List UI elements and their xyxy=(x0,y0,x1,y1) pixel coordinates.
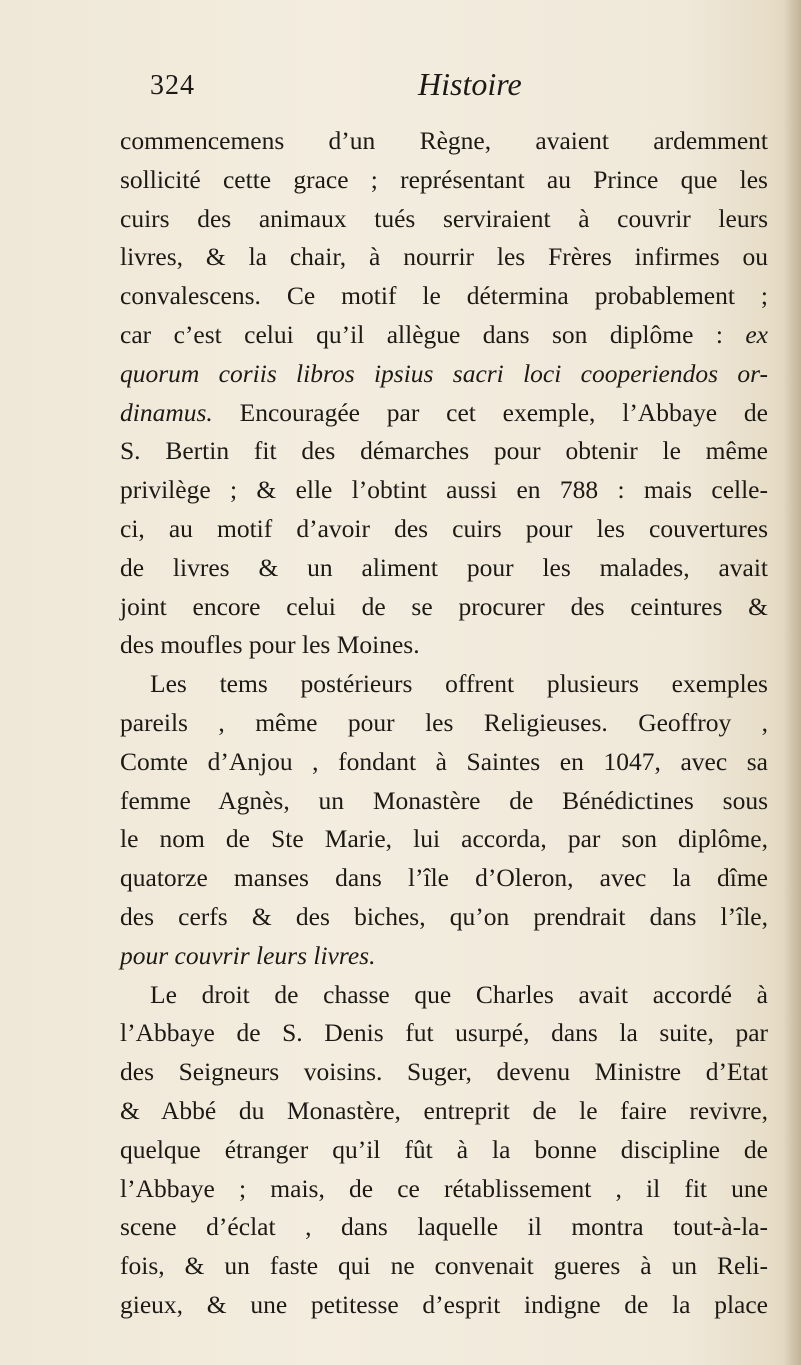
text-line: scene d’éclat , dans laquelle il montra tout-à-la- xyxy=(120,1212,768,1242)
paragraph-start-line: Les tems postérieurs offrent plusieurs exemples xyxy=(150,669,768,699)
text-line: l’Abbaye ; mais, de ce rétablissement , il fit une xyxy=(120,1173,768,1203)
latin-quote-line: quorum coriis libros ipsius sacri loci cooperiendos or- xyxy=(120,358,768,388)
text-segment: car c’est celui qu’il allègue dans son diplôme : xyxy=(120,319,723,349)
text-line xyxy=(120,316,768,355)
text-line: des Seigneurs voisins. Suger, devenu Ministre d’Etat xyxy=(120,1057,768,1087)
page-number: 324 xyxy=(150,70,195,101)
text-line: privilège ; & elle l’obtint aussi en 788 : mais celle- xyxy=(120,475,768,505)
text-line: joint encore celui de se procurer des ceintures & xyxy=(120,591,768,621)
text-line: femme Agnès, un Monastère de Bénédictines sous xyxy=(120,785,768,815)
text-line: l’Abbaye de S. Denis fut usurpé, dans la suite, par xyxy=(120,1018,768,1048)
page-edge-shadow xyxy=(783,0,801,1365)
text-line: Comte d’Anjou , fondant à Saintes en 1047, avec sa xyxy=(120,746,768,776)
running-title: Histoire xyxy=(418,66,522,102)
text-line: gieux, & une petitesse d’esprit indigne de la place xyxy=(120,1289,768,1319)
paragraph-end-line: pour couvrir leurs livres. xyxy=(120,940,376,970)
text-line xyxy=(120,394,768,433)
page-header xyxy=(150,66,670,110)
latin-quote: ex xyxy=(745,319,768,349)
text-line: convalescens. Ce motif le détermina probablement ; xyxy=(120,281,768,311)
body-text xyxy=(120,122,768,1325)
text-line: pareils , même pour les Religieuses. Geoffroy , xyxy=(120,707,768,737)
text-line: quatorze manses dans l’île d’Oleron, avec la dîme xyxy=(120,863,768,893)
text-line: quelque étranger qu’il fût à la bonne discipline de xyxy=(120,1134,768,1164)
text-line: fois, & un faste qui ne convenait gueres à un Reli- xyxy=(120,1251,768,1281)
text-line: des cerfs & des biches, qu’on prendrait dans l’île, xyxy=(120,901,768,931)
text-line: & Abbé du Monastère, entreprit de le faire revivre, xyxy=(120,1095,768,1125)
text-line: livres, & la chair, à nourrir les Frères infirmes ou xyxy=(120,242,768,272)
text-line: sollicité cette grace ; représentant au Prince que les xyxy=(120,164,768,194)
text-line: le nom de Ste Marie, lui accorda, par son diplôme, xyxy=(120,824,768,854)
text-line: de livres & un aliment pour les malades, avait xyxy=(120,552,768,582)
latin-quote: dinamus. xyxy=(120,397,213,427)
text-line: ci, au motif d’avoir des cuirs pour les couvertures xyxy=(120,513,768,543)
paragraph-start-line: Le droit de chasse que Charles avait accordé à xyxy=(150,979,768,1009)
text-line: commencemens d’un Règne, avaient ardemment xyxy=(120,126,768,155)
text-line: S. Bertin fit des démarches pour obtenir le même xyxy=(120,436,768,466)
text-segment: Encouragée par cet exemple, l’Abbaye de xyxy=(239,397,768,427)
text-line: cuirs des animaux tués serviraient à couvrir leurs xyxy=(120,203,768,233)
paragraph-end-line: des moufles pour les Moines. xyxy=(120,630,420,660)
